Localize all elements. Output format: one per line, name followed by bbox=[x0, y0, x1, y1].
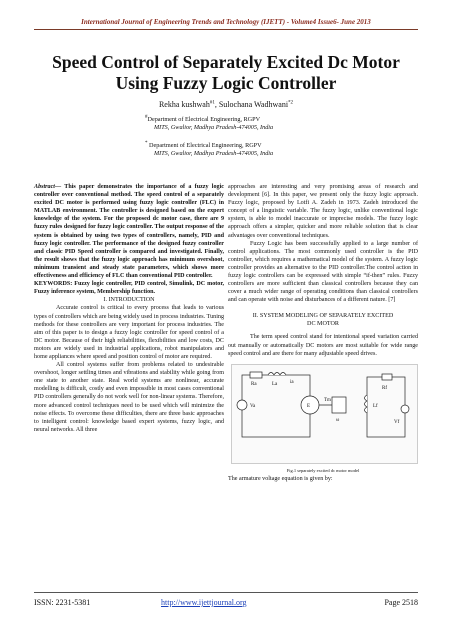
e-label: E bbox=[307, 403, 311, 409]
rf-resistor bbox=[382, 374, 392, 380]
author-1: Rekha kushwah bbox=[158, 100, 210, 109]
abstract bbox=[34, 183, 224, 280]
author-1-mark: #1 bbox=[209, 100, 215, 106]
intro-paragraph-3: approaches are interesting and very promising areas of research and development [6]. In this paper, we present only the fuzzy logic approach. Fuzzy logic, proposed by Lotfi A. Zadeh in 1973. Zadeh introduced the concept of a linguistic variable. The fuzzy logic, unlike conventional logic system, is able to model inaccurate or imprecise models. The fuzzy logic approach offers a simpler, quicker and more reliable solution that is clear advantages over conventional techniques. bbox=[228, 184, 418, 239]
issn: ISSN: 2231-5381 bbox=[34, 598, 91, 607]
va-label: Va bbox=[250, 403, 256, 409]
tm-label: Tm bbox=[324, 397, 331, 403]
affiliation-2-mark: * bbox=[145, 141, 148, 146]
ra-resistor bbox=[250, 372, 262, 378]
intro-paragraph-2: All control systems suffer from problems related to undesirable overshoot, longer settling times and vibrations and stability while going from one state to another state. Real world systems are nonlinear, accurate modelling is difficult, costly and even impossible in most cases conventional PID controllers generally do not work well for non-linear systems. Therefore, more advanced control techniques need to be used which will minimize the noise effects. To overcome these difficulties, there are three basic approaches to intelligent control: knowledge based expert systems, fuzzy logic, and neural networks. All three bbox=[34, 362, 224, 433]
left-column bbox=[34, 183, 224, 434]
affiliation-1 bbox=[145, 114, 375, 132]
footer-rule bbox=[34, 592, 418, 593]
affiliation-1-address: MITS, Gwalior, Madhya Pradesh-474005, India bbox=[154, 124, 274, 132]
abstract-label: Abstract bbox=[34, 184, 55, 190]
affiliation-1-mark: # bbox=[145, 115, 148, 120]
right-column bbox=[228, 183, 418, 483]
armature-equation-intro: The armature voltage equation is given by: bbox=[228, 475, 333, 482]
author-2-mark: *2 bbox=[288, 100, 294, 106]
author-2: , Sulochana Wadhwani bbox=[214, 100, 289, 109]
va-source bbox=[237, 400, 247, 410]
section-heading-introduction: I. INTRODUCTION bbox=[103, 297, 155, 304]
lf-inductor bbox=[365, 395, 368, 413]
affiliation-2-dept: Department of Electrical Engineering, RGPV bbox=[147, 142, 262, 150]
lf-label: Lf bbox=[373, 403, 378, 409]
motor-circuit-diagram bbox=[232, 365, 417, 463]
rf-label: Rf bbox=[382, 385, 387, 391]
w-label: ω bbox=[336, 417, 340, 423]
ra-label: Ra bbox=[251, 381, 257, 387]
authors-line bbox=[0, 100, 452, 109]
modeling-paragraph: The term speed control stand for intentional speed variation carried out manually or automatically DC motors are most suitable for wide range speed control and are there for many adjustable speed drives. bbox=[228, 334, 418, 357]
la-label: La bbox=[272, 381, 278, 387]
motor-model-figure bbox=[231, 364, 418, 464]
intro-paragraph-1: Accurate control is critical to every process that leads to various types of controllers which are being widely used in process industries. Tuning methods for these controllers are very important for process industries. The aim of this paper is to design a fuzzy logic controller for speed control of a DC motor. Because of their high reliabilities, flexibilities and low costs, DC motors are widely used in industrial applications, robot manipulators and home appliances where speed and position control of motor are required. bbox=[34, 305, 224, 360]
ia-label: ia bbox=[290, 379, 294, 385]
page-number: Page 2518 bbox=[384, 598, 418, 607]
figure-caption: Fig.1 separately excited dc motor model bbox=[286, 467, 360, 473]
section-heading-modeling: II. SYSTEM MODELING OF SEPARATELY EXCITED DC MOTOR bbox=[252, 313, 394, 328]
vf-label: Vf bbox=[394, 419, 400, 425]
affiliation-2-address: MITS, Gwalior, Madhya Pradesh-474005, India bbox=[154, 150, 274, 158]
abstract-text: — This paper demonstrates the importance of a fuzzy logic controller over conventional method. The speed control of a separately excited DC motor is performed using fuzzy logic controller (FLC) in MATLAB environment. The controller is designed based on the expert knowledge of the system. For the proposed dc motor case, there are 9 fuzzy rules designed for fuzzy logic controller. The output response of the system is obtained by using two types of controllers, namely, PID and fuzzy logic controller. The performance of the designed fuzzy controller and classic PID Speed controller is compared and investigated. Finally, the result shows that the fuzzy logic approach has minimum overshoot, minimum transient and steady state parameters, which shows more effectiveness and efficiency of FLC than conventional PID controller. bbox=[34, 184, 224, 280]
journal-link[interactable]: http://www.ijettjournal.org bbox=[161, 598, 247, 607]
journal-header: International Journal of Engineering Trends and Technology (IJETT) - Volume4 Issue6- June 2013 bbox=[81, 18, 371, 26]
affiliation-2 bbox=[145, 140, 375, 158]
affiliation-1-dept: Department of Electrical Engineering, RGPV bbox=[147, 116, 261, 124]
la-inductor bbox=[268, 372, 286, 375]
load-block bbox=[332, 397, 346, 413]
vf-source bbox=[401, 405, 409, 413]
intro-paragraph-4: Fuzzy Logic has been successfully applied to a large number of control applications. The most commonly used controller is the PID controller, which requires a mathematical model of the system. A fuzzy logic controller provides an alternative to the PID controller.The control action in fuzzy logic controllers can be expressed with simple “if-then” rules. Fuzzy controllers are more sufficient than classical controllers because they can cover a much wider range of operating conditions than classical controllers and can operate with noise and disturbances of a different nature. [7] bbox=[228, 240, 418, 304]
paper-title: Speed Control of Separately Excited Dc Motor Using Fuzzy Logic Controller bbox=[52, 52, 400, 93]
header-rule bbox=[34, 29, 418, 30]
keywords: KEYWORDS: Fuzzy logic controller, PID control, Simulink, DC motor, Fuzzy inference system, Membership function. bbox=[34, 281, 224, 296]
